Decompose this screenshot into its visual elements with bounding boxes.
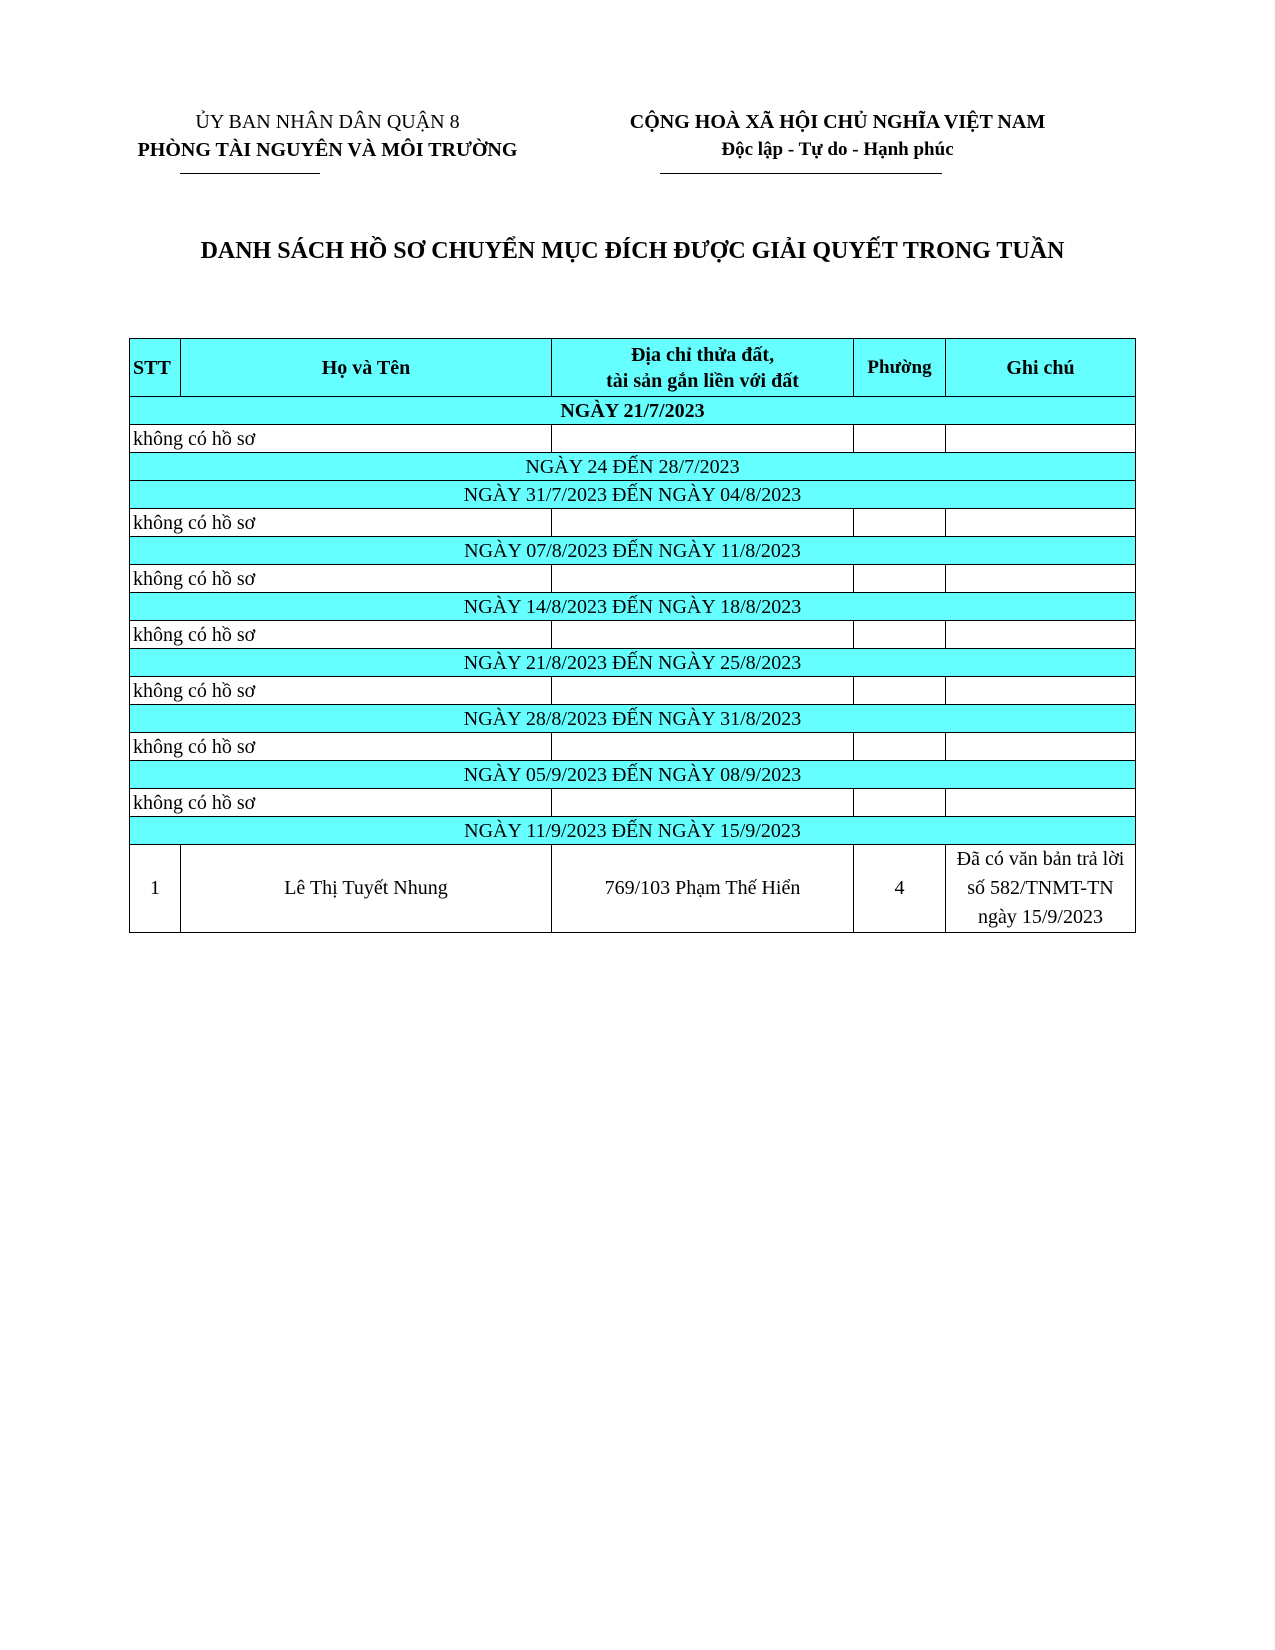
table-row — [130, 845, 1136, 933]
address-header-line1: Địa chỉ thửa đất, — [630, 343, 775, 366]
empty-cell — [946, 733, 1136, 761]
national-motto — [600, 108, 1075, 164]
empty-cell — [946, 425, 1136, 453]
week-label: NGÀY 21/7/2023 — [130, 397, 1136, 425]
record-ward: 4 — [854, 845, 946, 933]
department-name: PHÒNG TÀI NGUYÊN VÀ MÔI TRƯỜNG — [137, 139, 518, 161]
empty-cell — [854, 425, 946, 453]
empty-cell — [946, 565, 1136, 593]
agency-underline — [180, 173, 320, 174]
week-row — [130, 481, 1136, 509]
empty-cell — [854, 677, 946, 705]
empty-cell — [854, 565, 946, 593]
week-label: NGÀY 11/9/2023 ĐẾN NGÀY 15/9/2023 — [130, 817, 1136, 845]
empty-cell — [854, 789, 946, 817]
empty-cell — [552, 733, 854, 761]
empty-cell — [552, 789, 854, 817]
week-label: NGÀY 05/9/2023 ĐẾN NGÀY 08/9/2023 — [130, 761, 1136, 789]
address-header-line2: tài sản gắn liền với đất — [606, 369, 799, 392]
week-label: NGÀY 14/8/2023 ĐẾN NGÀY 18/8/2023 — [130, 593, 1136, 621]
table-row — [130, 565, 1136, 593]
empty-cell — [946, 621, 1136, 649]
week-label: NGÀY 21/8/2023 ĐẾN NGÀY 25/8/2023 — [130, 649, 1136, 677]
column-header-stt: STT — [130, 339, 181, 397]
no-record-cell: không có hồ sơ — [130, 789, 552, 817]
empty-cell — [854, 509, 946, 537]
column-header-ward: Phường — [854, 339, 946, 397]
empty-cell — [946, 509, 1136, 537]
motto-underline — [660, 173, 942, 174]
record-note: Đã có văn bản trả lời số 582/TNMT-TN ngày 15/9/2023 — [946, 845, 1136, 933]
no-record-cell: không có hồ sơ — [130, 621, 552, 649]
table-row — [130, 677, 1136, 705]
week-row — [130, 593, 1136, 621]
week-row — [130, 705, 1136, 733]
week-row — [130, 761, 1136, 789]
week-label: NGÀY 28/8/2023 ĐẾN NGÀY 31/8/2023 — [130, 705, 1136, 733]
empty-cell — [854, 733, 946, 761]
empty-cell — [552, 621, 854, 649]
district-committee-name: ỦY BAN NHÂN DÂN QUẬN 8 — [195, 111, 460, 133]
no-record-cell: không có hồ sơ — [130, 509, 552, 537]
table-row — [130, 425, 1136, 453]
week-label: NGÀY 07/8/2023 ĐẾN NGÀY 11/8/2023 — [130, 537, 1136, 565]
week-row — [130, 537, 1136, 565]
empty-cell — [552, 425, 854, 453]
empty-cell — [946, 677, 1136, 705]
empty-cell — [552, 509, 854, 537]
empty-cell — [552, 677, 854, 705]
empty-cell — [854, 621, 946, 649]
empty-cell — [552, 565, 854, 593]
table-row — [130, 509, 1136, 537]
table-header-row — [130, 339, 1136, 397]
column-header-name: Họ và Tên — [181, 339, 552, 397]
week-row — [130, 453, 1136, 481]
record-address: 769/103 Phạm Thế Hiển — [552, 845, 854, 933]
agency-header — [130, 108, 525, 164]
record-name: Lê Thị Tuyết Nhung — [181, 845, 552, 933]
document-title: DANH SÁCH HỒ SƠ CHUYỂN MỤC ĐÍCH ĐƯỢC GIẢI QUYẾT TRONG TUẦN — [200, 238, 1065, 264]
week-row — [130, 649, 1136, 677]
no-record-cell: không có hồ sơ — [130, 565, 552, 593]
week-row — [130, 817, 1136, 845]
table-row — [130, 789, 1136, 817]
week-label: NGÀY 24 ĐẾN 28/7/2023 — [130, 453, 1136, 481]
no-record-cell: không có hồ sơ — [130, 677, 552, 705]
no-record-cell: không có hồ sơ — [130, 425, 552, 453]
record-stt: 1 — [130, 845, 181, 933]
table-row — [130, 733, 1136, 761]
week-row — [130, 397, 1136, 425]
column-header-address — [552, 339, 854, 397]
empty-cell — [946, 789, 1136, 817]
records-table — [129, 338, 1136, 933]
motto-text: Độc lập - Tự do - Hạnh phúc — [721, 139, 954, 160]
country-name: CỘNG HOÀ XÃ HỘI CHỦ NGHĨA VIỆT NAM — [629, 111, 1046, 133]
column-header-note: Ghi chú — [946, 339, 1136, 397]
table-row — [130, 621, 1136, 649]
week-label: NGÀY 31/7/2023 ĐẾN NGÀY 04/8/2023 — [130, 481, 1136, 509]
no-record-cell: không có hồ sơ — [130, 733, 552, 761]
